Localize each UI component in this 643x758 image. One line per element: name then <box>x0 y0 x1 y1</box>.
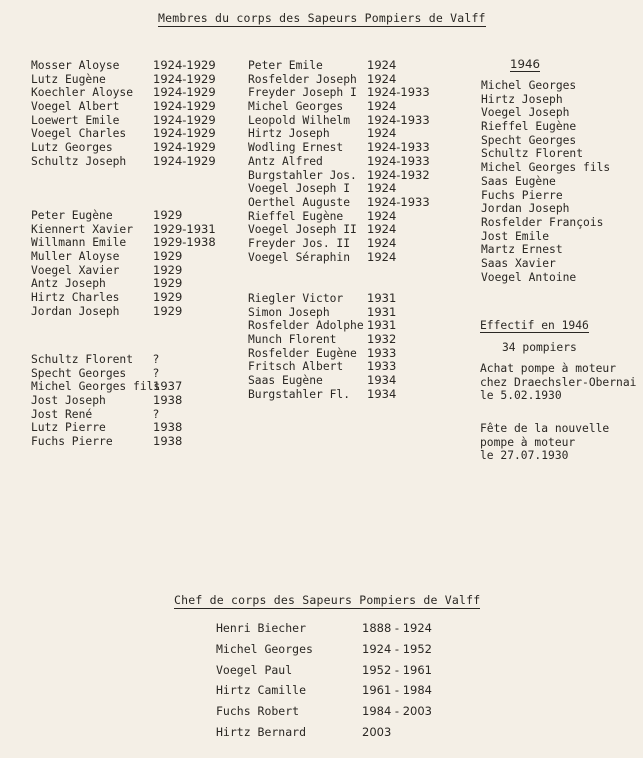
member-name: Voegel Charles <box>31 127 127 141</box>
member-name: Loewert Emile <box>31 113 120 127</box>
member-years: 1929 <box>153 276 183 291</box>
member-years: 1924-1929 <box>153 126 216 141</box>
member-name: Saas Eugène <box>248 374 323 388</box>
member-name: Rosfelder Joseph <box>248 72 357 86</box>
member-years: 1924-1929 <box>153 112 216 127</box>
member-years: 1924-1929 <box>153 71 216 86</box>
member-years: 1924-1933 <box>367 140 430 155</box>
member-years: 1929 <box>153 208 183 222</box>
member-years: 1938 <box>153 393 183 408</box>
member-1946-text: Rosfelder François <box>481 215 604 229</box>
chef-row <box>216 725 476 745</box>
member-years: ? <box>153 406 160 421</box>
members-title: Membres du corps des Sapeurs Pompiers de Valff <box>158 11 486 25</box>
chef-row <box>216 683 476 703</box>
chef-years: 1924 - 1952 <box>362 641 432 656</box>
member-years: 1933 <box>367 345 397 360</box>
effectif-count: 34 pompiers <box>502 341 577 354</box>
member-1946-text: Jordan Joseph <box>481 202 570 216</box>
member-years: 1924-1933 <box>367 194 430 209</box>
chef-name: Hirtz Camille <box>216 683 307 698</box>
chef-years: 1961 - 1984 <box>362 683 432 698</box>
member-name: Peter Eugène <box>31 209 113 222</box>
member-name: Michel Georges fils <box>31 380 161 394</box>
member-years: 1924 <box>367 208 397 223</box>
member-years: 1932 <box>367 332 397 347</box>
member-years: 1924 <box>367 222 397 237</box>
member-name: Lutz Eugène <box>31 72 106 86</box>
member-name: Burgstahler Fl. <box>248 387 351 401</box>
member-1946-text: Saas Eugène <box>481 174 556 188</box>
achat-line-text: chez Draechsler-Obernai <box>480 375 637 389</box>
member-1946-text: Specht Georges <box>481 133 577 147</box>
member-years: 1934 <box>367 386 397 401</box>
member-name: Schultz Joseph <box>31 154 127 168</box>
chef-years: 1888 - 1924 <box>362 621 432 635</box>
member-1946-text: Hirtz Joseph <box>481 92 563 106</box>
fete-line-text: Fête de la nouvelle <box>480 422 610 435</box>
member-name: Wodling Ernest <box>248 141 344 155</box>
member-years: 1929 <box>153 290 183 305</box>
member-name: Voegel Albert <box>31 100 120 114</box>
member-years: 1924-1933 <box>367 85 430 100</box>
chef-name: Fuchs Robert <box>216 704 300 719</box>
chef-name: Voegel Paul <box>216 662 293 677</box>
chef-title: Chef de corps des Sapeurs Pompiers de Valff <box>174 593 481 607</box>
member-1946-text: Rieffel Eugène <box>481 120 577 134</box>
member-name: Jost René <box>31 407 93 421</box>
chef-row <box>216 621 476 641</box>
member-years: 1924 <box>367 249 397 264</box>
member-years: 1931 <box>367 318 397 333</box>
member-years: 1924 <box>367 71 397 86</box>
member-years: 1934 <box>367 373 397 388</box>
member-name: Hirtz Charles <box>31 291 120 305</box>
member-1946-text: Saas Xavier <box>481 256 556 270</box>
member-years: 1931 <box>367 291 397 305</box>
achat-line-text: le 5.02.1930 <box>480 389 562 403</box>
fete-line-text: pompe à moteur <box>480 435 576 449</box>
member-name: Leopold Wilhelm <box>248 113 351 127</box>
member-years: 1924-1929 <box>153 99 216 114</box>
member-years: 1929 <box>153 303 183 318</box>
member-name: Simon Joseph <box>248 305 330 319</box>
member-years: 1931 <box>367 304 397 319</box>
member-years: 1924-1929 <box>153 58 216 72</box>
member-name: Voegel Joseph I <box>248 182 351 196</box>
member-1946-text: Schultz Florent <box>481 147 584 161</box>
member-name: Willmann Emile <box>31 236 127 250</box>
effectif-title: Effectif en 1946 <box>480 319 589 332</box>
member-name: Michel Georges <box>248 100 344 114</box>
member-name: Koechler Aloyse <box>31 86 134 100</box>
member-name: Freyder Jos. II <box>248 236 351 250</box>
member-1946-text: Fuchs Pierre <box>481 188 563 202</box>
achat-line-text: Achat pompe à moteur <box>480 362 617 375</box>
member-years: 1924-1929 <box>153 153 216 168</box>
member-1946-text: Voegel Antoine <box>481 270 577 284</box>
chef-name: Henri Biecher <box>216 621 307 635</box>
chef-name: Michel Georges <box>216 641 313 656</box>
member-name: Burgstahler Jos. <box>248 168 357 182</box>
member-name: Antz Alfred <box>248 154 323 168</box>
member-years: 1938 <box>153 434 183 449</box>
member-name: Voegel Xavier <box>31 263 120 277</box>
member-name: Jordan Joseph <box>31 304 120 318</box>
member-name: Antz Joseph <box>31 277 106 291</box>
member-years: 1924 <box>367 235 397 250</box>
fete-line-text: le 27.07.1930 <box>480 449 569 463</box>
member-name: Hirtz Joseph <box>248 127 330 141</box>
member-years: 1938 <box>153 420 183 435</box>
member-years: ? <box>153 352 160 366</box>
member-name: Fuchs Pierre <box>31 435 113 449</box>
member-name: Peter Emile <box>248 59 323 72</box>
member-name: Jost Joseph <box>31 394 106 408</box>
member-name: Mosser Aloyse <box>31 59 120 72</box>
member-name: Schultz Florent <box>31 353 134 366</box>
member-years: 1924 <box>367 99 397 114</box>
chef-row <box>216 704 476 724</box>
chef-years: 1952 - 1961 <box>362 662 432 677</box>
member-years: 1937 <box>153 379 183 394</box>
member-name: Rieffel Eugène <box>248 209 344 223</box>
member-name: Muller Aloyse <box>31 250 120 264</box>
member-name: Fritsch Albert <box>248 360 344 374</box>
chef-name: Hirtz Bernard <box>216 725 307 739</box>
member-years: 1924-1929 <box>153 140 216 155</box>
member-1946-text: Voegel Joseph <box>481 106 570 120</box>
member-name: Rosfelder Eugène <box>248 346 357 360</box>
member-years: 1924-1932 <box>367 167 430 182</box>
member-name: Specht Georges <box>31 366 127 380</box>
member-years: 1924 <box>367 181 397 196</box>
chef-years: 2003 <box>362 725 392 739</box>
chef-row <box>216 642 476 662</box>
member-years: 1929 <box>153 249 183 264</box>
chef-row <box>216 663 476 683</box>
member-years: 1929-1931 <box>153 221 216 236</box>
member-years: 1924-1933 <box>367 112 430 127</box>
member-years: ? <box>153 365 160 380</box>
member-name: Kiennert Xavier <box>31 222 134 236</box>
member-years: 1924 <box>367 126 397 141</box>
member-years: 1924 <box>367 58 397 72</box>
member-name: Voegel Séraphin <box>248 250 351 264</box>
member-name: Voegel Joseph II <box>248 223 357 237</box>
member-name: Freyder Joseph I <box>248 86 357 100</box>
member-name: Rosfelder Adolphe <box>248 319 364 333</box>
year-1946-header: 1946 <box>510 57 541 71</box>
member-years: 1924-1933 <box>367 153 430 168</box>
member-name: Riegler Victor <box>248 292 344 305</box>
member-name: Oerthel Auguste <box>248 195 351 209</box>
member-name: Lutz Georges <box>31 141 113 155</box>
member-1946-text: Martz Ernest <box>481 243 563 257</box>
member-years: 1924-1929 <box>153 85 216 100</box>
member-years: 1929-1938 <box>153 235 216 250</box>
member-1946-text: Jost Emile <box>481 229 550 243</box>
member-1946-text: Michel Georges <box>481 79 577 92</box>
member-years: 1933 <box>367 359 397 374</box>
member-years: 1929 <box>153 262 183 277</box>
member-1946-text: Michel Georges fils <box>481 161 611 175</box>
chef-years: 1984 - 2003 <box>362 704 432 719</box>
member-name: Lutz Pierre <box>31 421 106 435</box>
member-name: Munch Florent <box>248 333 337 347</box>
